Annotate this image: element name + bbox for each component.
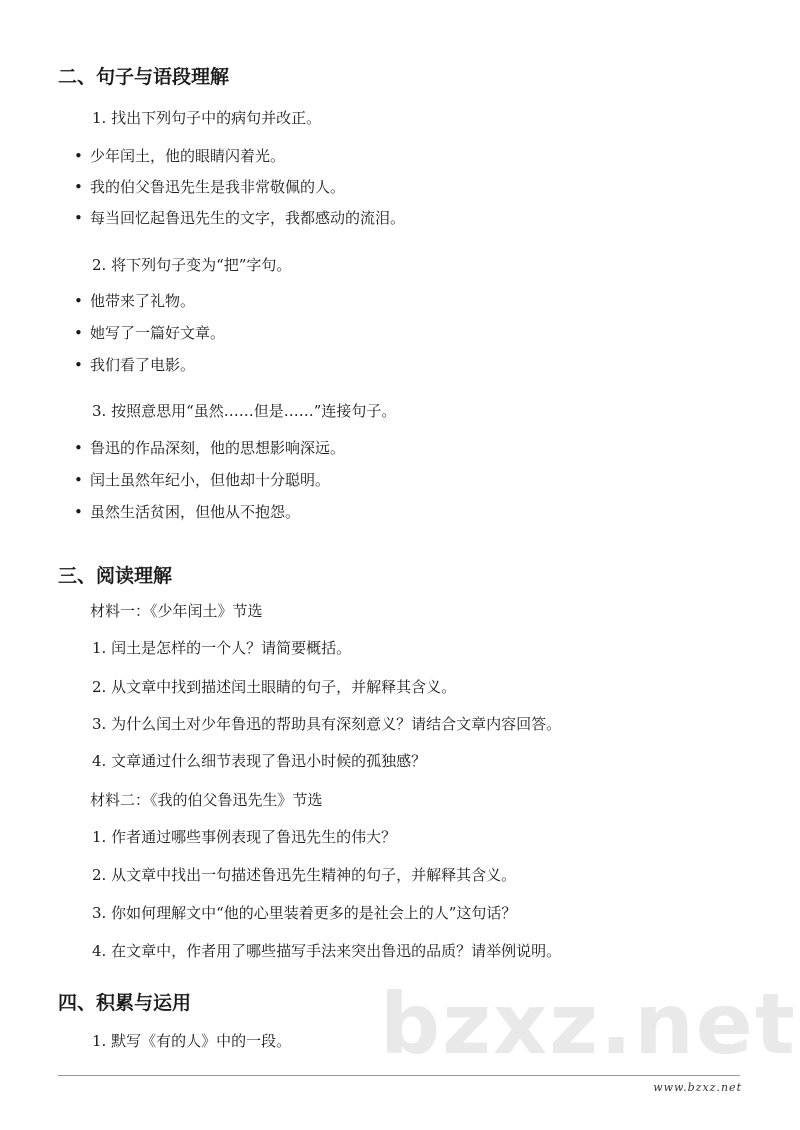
bullet-icon: • <box>74 147 83 165</box>
list-item: • 闰土虽然年纪小，但他却十分聪明。 <box>74 471 331 489</box>
list-item: • 她写了一篇好文章。 <box>74 324 226 342</box>
reading-question: 3. 你如何理解文中“他的心里装着更多的是社会上的人”这句话？ <box>92 904 517 922</box>
reading-question: 2. 从文章中找到描述闰土眼睛的句子，并解释其含义。 <box>92 678 457 696</box>
question-1-prompt: 1. 默写《有的人》中的一段。 <box>92 1032 292 1050</box>
bullet-icon: • <box>74 439 83 457</box>
bullet-icon: • <box>74 178 83 196</box>
list-item: • 鲁迅的作品深刻，他的思想影响深远。 <box>74 439 346 457</box>
list-item: • 虽然生活贫困，但他从不抱怨。 <box>74 503 301 521</box>
reading-question: 1. 闰土是怎样的一个人？请简要概括。 <box>92 639 352 657</box>
list-item: • 我们看了电影。 <box>74 356 196 374</box>
section-heading-sentence-understanding: 二、句子与语段理解 <box>58 66 230 88</box>
question-3-prompt: 3. 按照意思用“虽然……但是……”连接句子。 <box>92 402 397 420</box>
footer-divider <box>58 1075 740 1076</box>
footer-url: www.bzxz.net <box>653 1081 742 1094</box>
watermark-logo: bzxz.net <box>380 975 797 1073</box>
section-heading-reading-comprehension: 三、阅读理解 <box>58 565 173 587</box>
list-item: • 少年闰土，他的眼睛闪着光。 <box>74 147 286 165</box>
bullet-icon: • <box>74 471 83 489</box>
reading-question: 1. 作者通过哪些事例表现了鲁迅先生的伟大？ <box>92 828 397 846</box>
question-2-prompt: 2. 将下列句子变为“把”字句。 <box>92 256 292 274</box>
list-item: • 他带来了礼物。 <box>74 292 196 310</box>
list-item: • 我的伯父鲁迅先生是我非常敬佩的人。 <box>74 178 346 196</box>
reading-question: 3. 为什么闰土对少年鲁迅的帮助具有深刻意义？请结合文章内容回答。 <box>92 715 562 733</box>
question-1-prompt: 1. 找出下列句子中的病句并改正。 <box>92 109 322 127</box>
reading-question: 2. 从文章中找出一句描述鲁迅先生精神的句子，并解释其含义。 <box>92 866 517 884</box>
bullet-icon: • <box>74 324 83 342</box>
bullet-icon: • <box>74 503 83 521</box>
list-item: • 每当回忆起鲁迅先生的文字，我都感动的流泪。 <box>74 209 406 227</box>
material-1-label: 材料一：《少年闰土》节选 <box>90 602 263 620</box>
bullet-icon: • <box>74 209 83 227</box>
material-2-label: 材料二：《我的伯父鲁迅先生》节选 <box>90 791 323 809</box>
section-heading-accumulation-and-use: 四、积累与运用 <box>58 992 192 1014</box>
bullet-icon: • <box>74 292 83 310</box>
bullet-icon: • <box>74 356 83 374</box>
reading-question: 4. 文章通过什么细节表现了鲁迅小时候的孤独感？ <box>92 752 427 770</box>
reading-question: 4. 在文章中，作者用了哪些描写手法来突出鲁迅的品质？请举例说明。 <box>92 942 562 960</box>
